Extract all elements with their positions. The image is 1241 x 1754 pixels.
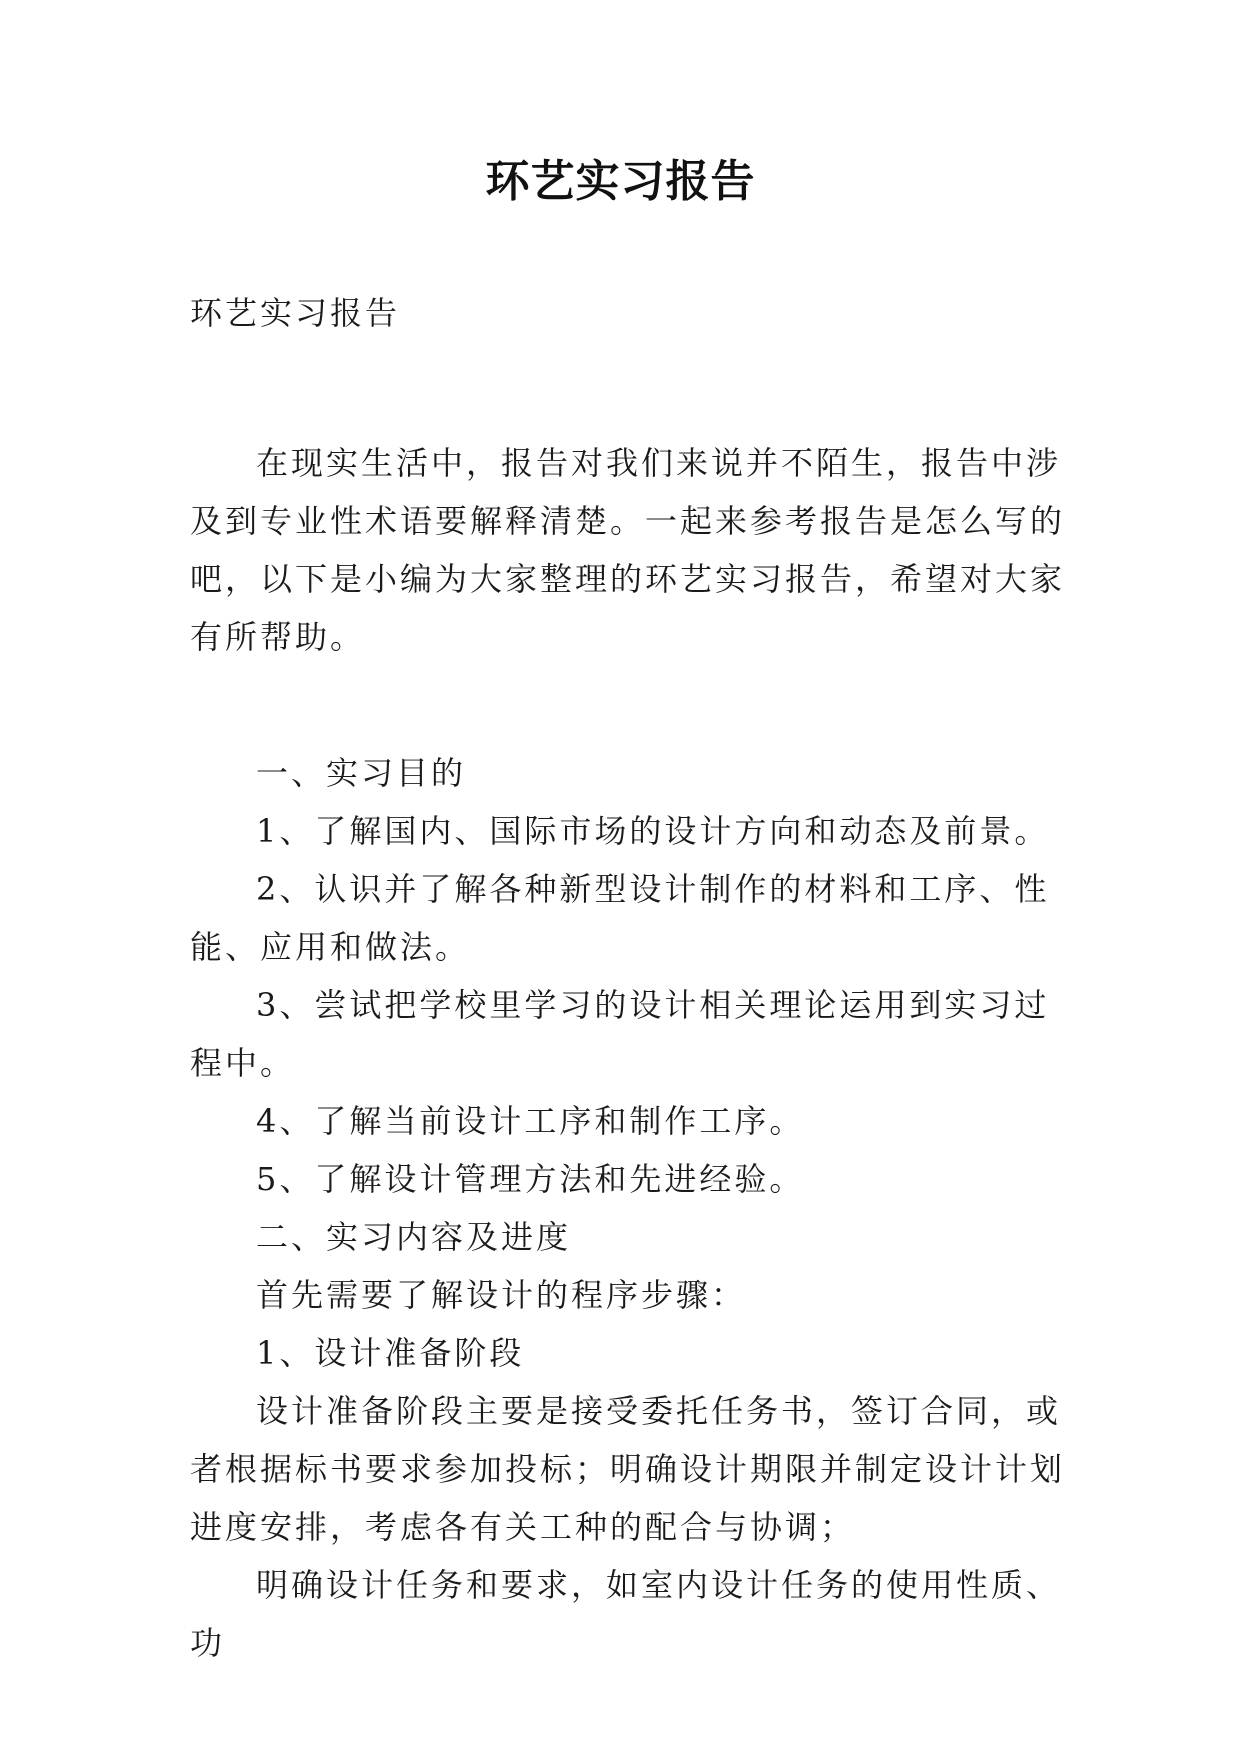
document-title: 环艺实习报告	[485, 156, 756, 207]
document-body	[190, 284, 1070, 1672]
list-item: 5、了解设计管理方法和先进经验。	[256, 1160, 805, 1198]
body-paragraph: 首先需要了解设计的程序步骤：	[256, 1276, 747, 1314]
spacer	[190, 342, 1070, 400]
list-item: 3、尝试把学校里学习的设计相关理论运用到实习过程中。	[190, 986, 1050, 1082]
subsection-heading: 1、设计准备阶段	[256, 1334, 525, 1372]
list-item: 1、了解国内、国际市场的设计方向和动态及前景。	[256, 812, 1050, 850]
document-subtitle: 环艺实习报告	[190, 294, 401, 332]
spacer	[190, 666, 1070, 724]
list-item: 4、了解当前设计工序和制作工序。	[256, 1102, 805, 1140]
body-paragraph: 设计准备阶段主要是接受委托任务书，签订合同，或者根据标书要求参加投标；明确设计期限并制定设计计划进度安排，考虑各有关工种的配合与协调；	[190, 1392, 1066, 1546]
section-heading-2: 二、实习内容及进度	[256, 1218, 572, 1256]
intro-paragraph: 在现实生活中，报告对我们来说并不陌生，报告中涉及到专业性术语要解释清楚。一起来参考报告是怎么写的吧，以下是小编为大家整理的环艺实习报告，希望对大家有所帮助。	[190, 444, 1066, 656]
section-heading-1: 一、实习目的	[256, 754, 467, 792]
body-paragraph: 明确设计任务和要求，如室内设计任务的使用性质、功	[190, 1566, 1062, 1662]
list-item: 2、认识并了解各种新型设计制作的材料和工序、性能、应用和做法。	[190, 870, 1050, 966]
